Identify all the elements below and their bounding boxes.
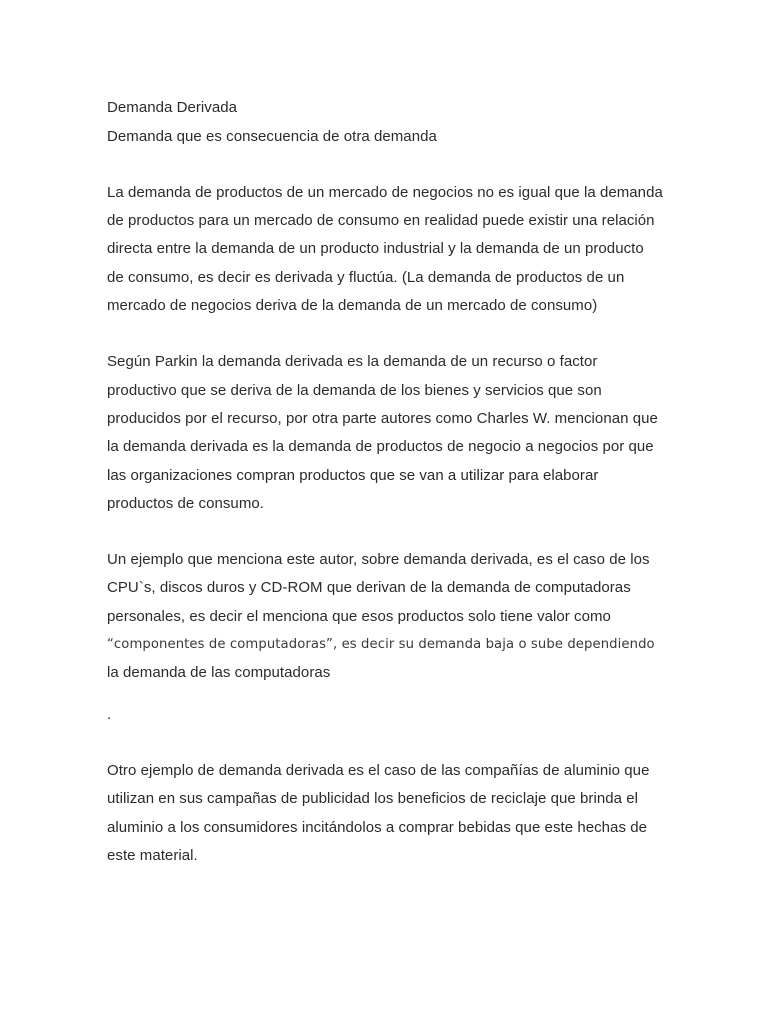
paragraph-line: directa entre la demanda de un producto industrial y la demanda de un producto — [107, 240, 644, 257]
paragraph-line: . — [107, 706, 112, 723]
paragraph-line: la demanda derivada es la demanda de productos de negocio a negocios por que — [107, 438, 654, 455]
paragraph-line: la demanda de las computadoras — [107, 664, 331, 681]
document-subtitle: Demanda que es consecuencia de otra demanda — [107, 128, 437, 145]
paragraph-line: CPU`s, discos duros y CD-ROM que derivan de la demanda de computadoras — [107, 579, 631, 596]
paragraph-line: productos de consumo. — [107, 495, 264, 512]
paragraph-line: personales, es decir el menciona que esos productos solo tiene valor como — [107, 608, 611, 625]
paragraph-line: las organizaciones compran productos que se van a utilizar para elaborar — [107, 467, 599, 484]
paragraph-line: Otro ejemplo de demanda derivada es el caso de las compañías de aluminio que — [107, 762, 650, 779]
paragraph-line: Según Parkin la demanda derivada es la demanda de un recurso o factor — [107, 353, 598, 370]
paragraph-line: “componentes de computadoras”, es decir su demanda baja o sube dependiendo — [107, 637, 655, 652]
paragraph-line: este material. — [107, 847, 198, 864]
paragraph-line: de consumo, es decir es derivada y fluctúa. (La demanda de productos de un — [107, 269, 625, 286]
paragraph-line: mercado de negocios deriva de la demanda de un mercado de consumo) — [107, 297, 598, 314]
paragraph-line: utilizan en sus campañas de publicidad los beneficios de reciclaje que brinda el — [107, 790, 638, 807]
paragraph-line: aluminio a los consumidores incitándolos a comprar bebidas que este hechas de — [107, 819, 647, 836]
paragraph-line: productivo que se deriva de la demanda de los bienes y servicios que son — [107, 382, 602, 399]
paragraph-line: Un ejemplo que menciona este autor, sobre demanda derivada, es el caso de los — [107, 551, 650, 568]
paragraph-line: de productos para un mercado de consumo en realidad puede existir una relación — [107, 212, 655, 229]
document-title: Demanda Derivada — [107, 99, 238, 116]
paragraph-line: producidos por el recurso, por otra parte autores como Charles W. mencionan que — [107, 410, 658, 427]
paragraph-line: La demanda de productos de un mercado de negocios no es igual que la demanda — [107, 184, 663, 201]
